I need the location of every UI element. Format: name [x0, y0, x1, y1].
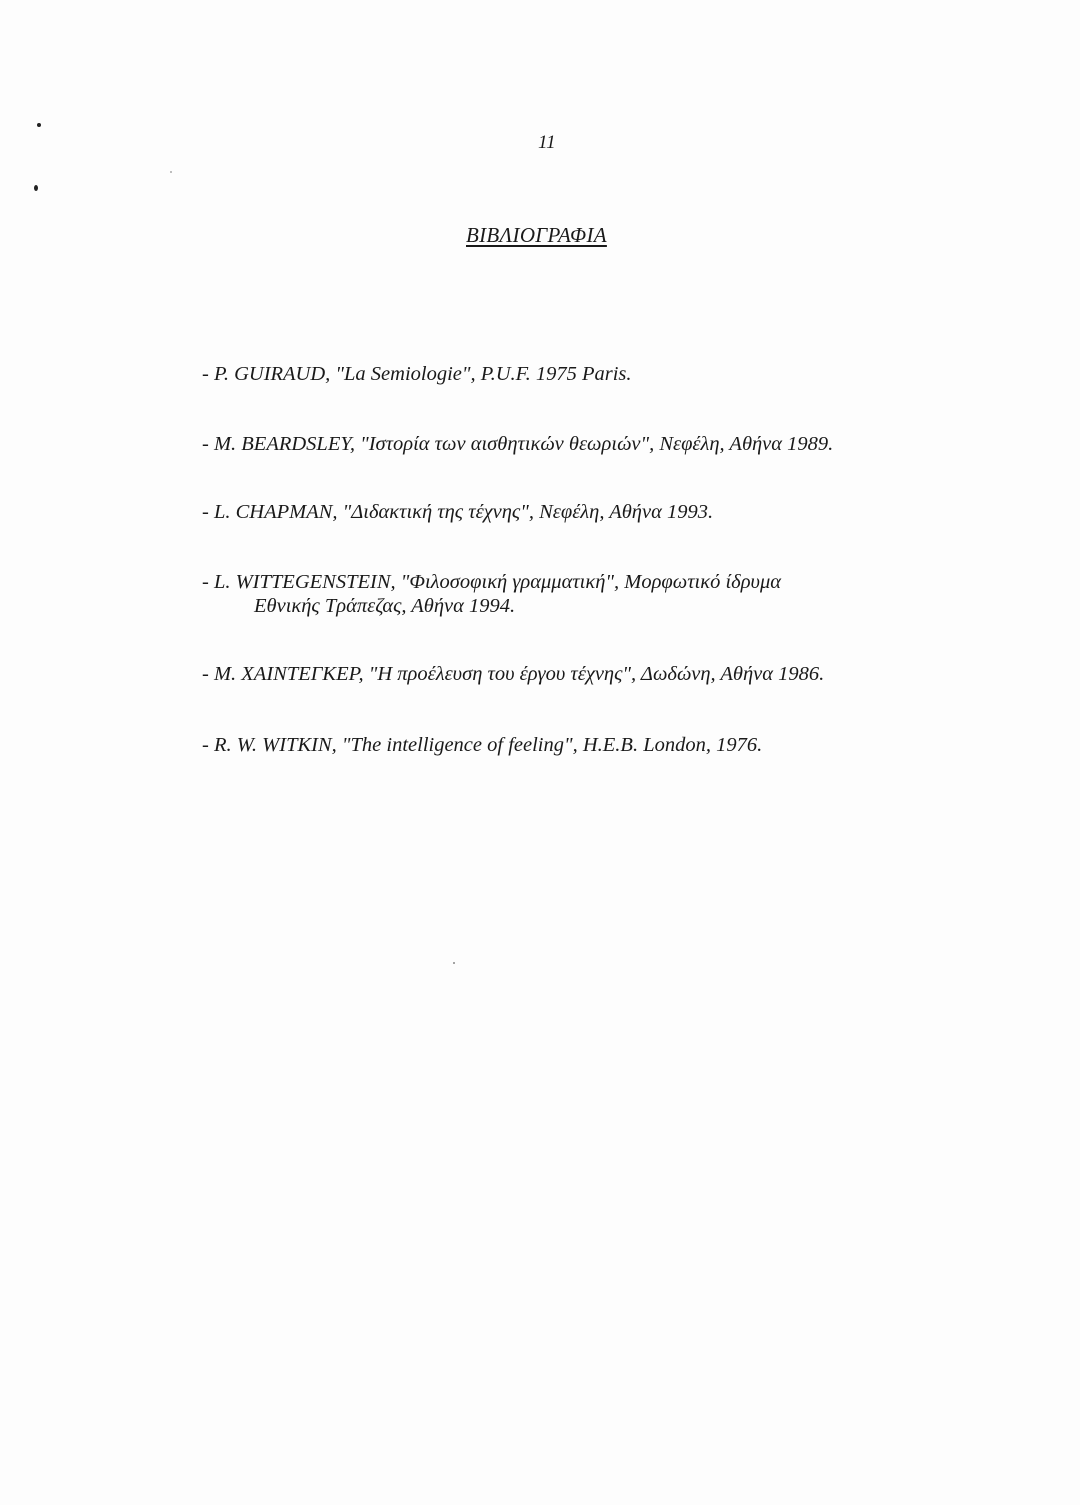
- scan-speck: [170, 171, 172, 173]
- bibliography-entry: [202, 662, 824, 686]
- bibliography-entry: [202, 500, 713, 524]
- scan-speck: [37, 123, 41, 127]
- bibliography-entry: [202, 570, 781, 618]
- entry-text: - R. W. WITKIN, "The intelligence of feeling", H.E.B. London, 1976.: [202, 734, 763, 756]
- bibliography-entry: [202, 432, 833, 456]
- bibliography-entry: [202, 733, 762, 757]
- bibliography-heading: ΒΙΒΛΙΟΓΡΑΦΙΑ: [466, 223, 607, 247]
- entry-text: - Μ. ΧΑΙΝΤΕΓΚΕΡ, "Η προέλευση του έργου τέχνης", Δωδώνη, Αθήνα 1986.: [202, 663, 825, 685]
- scan-speck: [34, 185, 38, 191]
- entry-text: - L. WITTEGENSTEIN, "Φιλοσοφική γραμματική", Μορφωτικό ίδρυμα: [202, 571, 781, 593]
- entry-text: - M. BEARDSLEY, "Ιστορία των αισθητικών θεωριών", Νεφέλη, Αθήνα 1989.: [202, 433, 834, 455]
- scan-speck: [453, 962, 455, 964]
- entry-continuation: Εθνικής Τράπεζας, Αθήνα 1994.: [254, 595, 516, 617]
- bibliography-entry: [202, 362, 632, 386]
- entry-text: - L. CHAPMAN, "Διδακτική της τέχνης", Νεφέλη, Αθήνα 1993.: [202, 501, 714, 523]
- entry-text: - P. GUIRAUD, "La Semiologie", P.U.F. 1975 Paris.: [202, 363, 632, 385]
- page-number: 11: [538, 132, 556, 153]
